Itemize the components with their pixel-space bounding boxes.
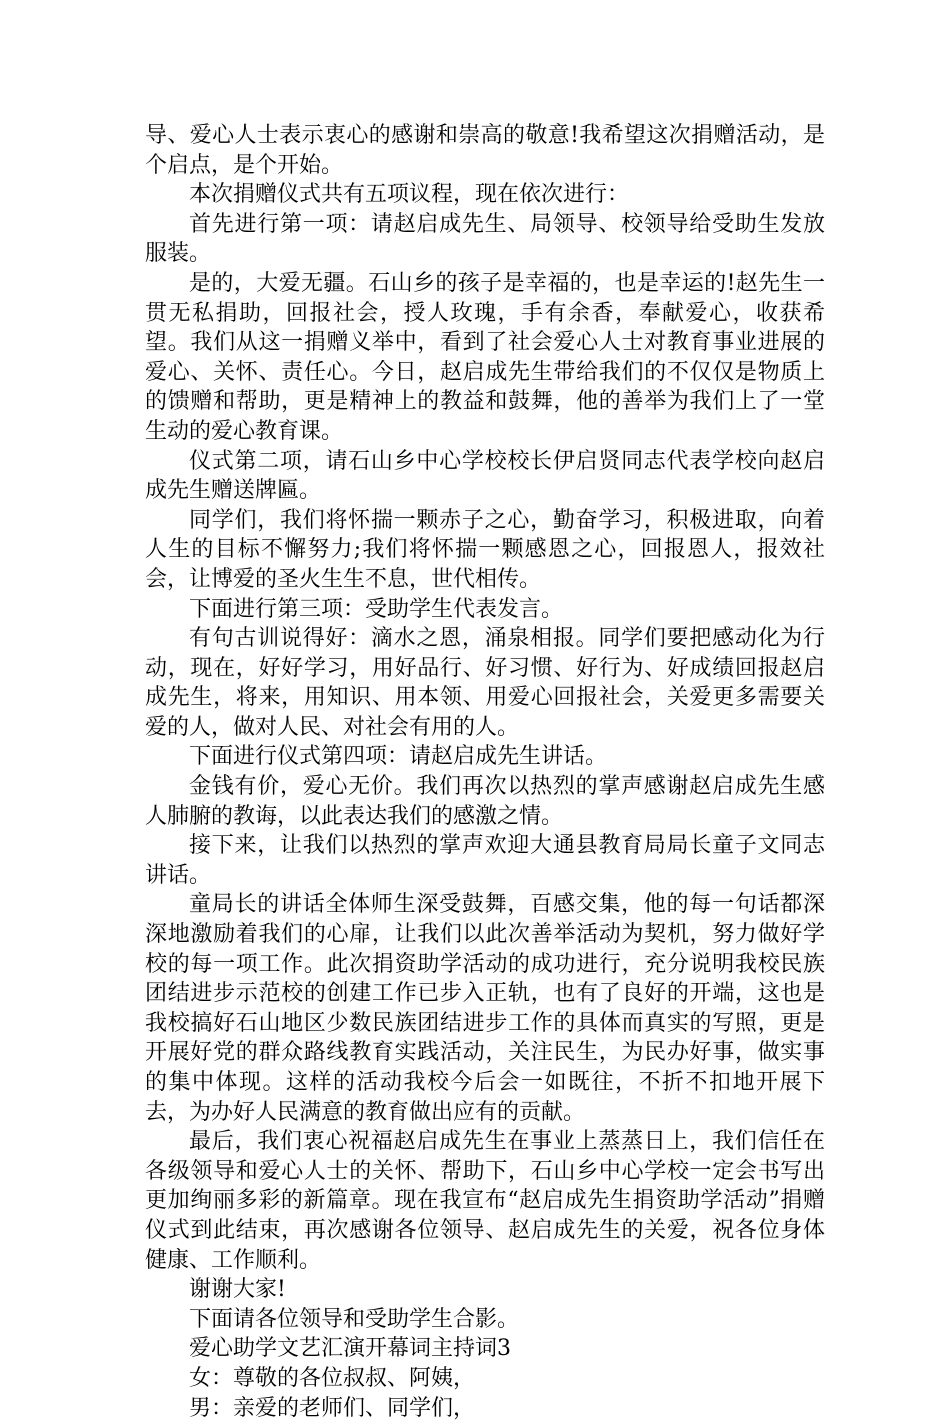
document-page (145, 121, 825, 1423)
paragraph-15: 下面请各位领导和受助学生合影。 (189, 1306, 520, 1332)
paragraph-14: 谢谢大家! (189, 1277, 286, 1303)
paragraph-10: 金钱有价，爱心无价。我们再次以热烈的掌声感谢赵启成先生感人肺腑的教诲，以此表达我们的感激之情。 (145, 774, 825, 829)
paragraph-18: 男：亲爱的老师们、同学们， (189, 1395, 476, 1421)
paragraph-17: 女：尊敬的各位叔叔、阿姨， (189, 1365, 476, 1391)
paragraph-7: 下面进行第三项：受助学生代表发言。 (189, 596, 564, 622)
paragraph-9: 下面进行仪式第四项：请赵启成先生讲话。 (189, 744, 608, 770)
paragraph-16: 爱心助学文艺汇演开幕词主持词3 (189, 1336, 511, 1362)
paragraph-3: 首先进行第一项：请赵启成先生、局领导、校领导给受助生发放服装。 (145, 211, 825, 267)
paragraph-1: 导、爱心人士表示衷心的感谢和崇高的敬意!我希望这次捐赠活动，是个启点，是个开始。 (145, 123, 825, 178)
paragraph-13: 最后，我们衷心祝福赵启成先生在事业上蒸蒸日上，我们信任在各级领导和爱心人士的关怀、帮助下，石山乡中心学校一定会书写出更加绚丽多彩的新篇章。现在我宣布“赵启成先生捐资助学活动”捐赠仪式到此结束，再次感谢各位领导、赵启成先生的关爱，祝各位身体健康、工作顺利。 (145, 1129, 825, 1273)
paragraph-12: 童局长的讲话全体师生深受鼓舞，百感交集，他的每一句话都深深地激励着我们的心扉，让我们以此次善举活动为契机，努力做好学校的每一项工作。此次捐资助学活动的成功进行，充分说明我校民族团结进步示范校的创建工作已步入正轨，也有了良好的开端，这也是我校搞好石山地区少数民族团结进步工作的具体而真实的写照，更是开展好党的群众路线教育实践活动，关注民生，为民办好事，做实事的集中体现。这样的活动我校今后会一如既往，不折不扣地开展下去，为办好人民满意的教育做出应有的贡献。 (145, 892, 825, 1125)
paragraph-4: 是的，大爱无疆。石山乡的孩子是幸福的，也是幸运的!赵先生一贯无私捐助，回报社会，授人玫瑰，手有余香，奉献爱心，收获希望。我们从这一捐赠义举中，看到了社会爱心人士对教育事业进展的爱心、关怀、责任心。今日，赵启成先生带给我们的不仅仅是物质上的馈赠和帮助，更是精神上的教益和鼓舞，他的善举为我们上了一堂生动的爱心教育课。 (145, 270, 825, 444)
paragraph-6: 同学们，我们将怀揣一颗赤子之心，勤奋学习，积极进取，向着人生的目标不懈努力;我们将怀揣一颗感恩之心，回报恩人，报效社会，让博爱的圣火生生不息，世代相传。 (145, 507, 825, 592)
paragraph-5: 仪式第二项，请石山乡中心学校校长伊启贤同志代表学校向赵启成先生赠送牌匾。 (145, 448, 825, 504)
paragraph-8: 有句古训说得好：滴水之恩，涌泉相报。同学们要把感动化为行动，现在，好好学习，用好品行、好习惯、好行为、好成绩回报赵启成先生，将来，用知识、用本领、用爱心回报社会，关爱更多需要关爱的人，做对人民、对社会有用的人。 (145, 626, 825, 740)
paragraph-11: 接下来，让我们以热烈的掌声欢迎大通县教育局局长童子文同志讲话。 (145, 833, 825, 888)
paragraph-2: 本次捐赠仪式共有五项议程，现在依次进行： (189, 182, 630, 208)
